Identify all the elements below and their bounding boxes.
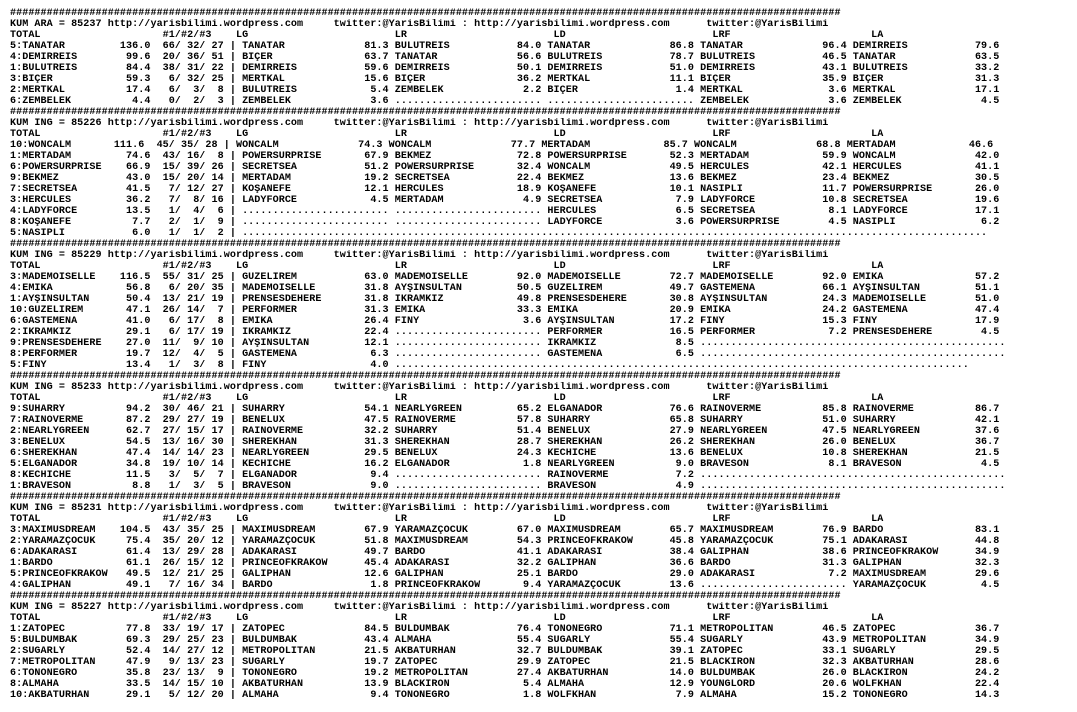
text-line: 5:NASİPLİ 6.0 1/ 1/ 2 | .......................................................................................................................... xyxy=(10,228,988,239)
text-line: 2:MERTKAL 17.4 6/ 3/ 8 | BULUTREİS 5.4 ZEMBELEK 2.2 BIÇER 1.4 MERTKAL 3.6 MERTKAL 17.1 xyxy=(10,85,1000,96)
text-line: 2:SUGARLY 52.4 14/ 27/ 12 | METROPOLITAN 21.5 AKBATURHAN 32.7 BULDUMBAK 39.1 ZATOPEC 33.1 SUGARLY 29.5 xyxy=(10,646,1000,657)
text-line: TOTAL #1/#2/#3 LG LR LD LRF LA xyxy=(10,393,884,404)
text-line: 3:BENELUX 54.5 13/ 16/ 30 | SHEREKHAN 31.3 SHEREKHAN 28.7 SHEREKHAN 26.2 SHEREKHAN 26.0 BENELUX 36.7 xyxy=(10,437,1000,448)
text-line: 7:METROPOLITAN 47.9 9/ 13/ 23 | SUGARLY 19.7 ZATOPEC 29.9 ZATOPEC 21.5 BLACKIRON 32.3 AKBATURHAN 28.6 xyxy=(10,657,1000,668)
text-line: 9:BEKMEZ 43.0 15/ 20/ 14 | MERTADAM 19.2 SECRETSEA 22.4 BEKMEZ 13.6 BEKMEZ 23.4 BEKMEZ 30.5 xyxy=(10,173,1000,184)
text-line: 10:GÜZELİREM 47.1 26/ 14/ 7 | PERFORMER 31.3 EMİKA 33.3 EMİKA 20.9 EMİKA 24.2 GASTEMENA 47.4 xyxy=(10,305,1000,316)
text-line: 2:NEARLYGREEN 62.7 27/ 15/ 17 | RAINOVERME 32.2 SUHARRY 51.4 BENELUX 27.9 NEARLYGREEN 47.5 NEARLYGREEN 37.6 xyxy=(10,426,1000,437)
text-line: 6:SHEREKHAN 47.4 14/ 14/ 23 | NEARLYGREEN 29.5 BENELUX 24.3 KECHICHE 13.6 BENELUX 10.8 SHEREKHAN 21.5 xyxy=(10,448,1000,459)
text-line: 2:YARAMAZÇOCUK 75.4 35/ 20/ 12 | YARAMAZÇOCUK 51.8 MAXIMUSDREAM 54.3 PRINCEOFKRAKOW 45.8 YARAMAZÇOCUK 75.1 ADAKARASI 44.8 xyxy=(10,536,1000,547)
text-line: 5:BULDUMBAK 69.3 29/ 25/ 23 | BULDUMBAK 43.4 ALMAHA 55.4 SUGARLY 55.4 SUGARLY 43.9 METROPOLITAN 34.9 xyxy=(10,635,1000,646)
text-line: 2:İKRAMKIZ 29.1 6/ 17/ 19 | İKRAMKIZ 22.4 ........................ PERFORMER 16.5 PERFORMER 7.2 PRENSESDEHERE 4.5 xyxy=(10,327,1000,338)
text-line: 1:ZATOPEC 77.8 33/ 19/ 17 | ZATOPEC 84.5 BULDUMBAK 76.4 TONONEGRO 71.1 METROPOLITAN 46.5 ZATOPEC 36.7 xyxy=(10,624,1000,635)
text-line: 4:EMİKA 56.8 6/ 20/ 35 | MADEMOISELLE 31.8 AYŞINSULTAN 50.5 GÜZELİREM 49.7 GASTEMENA 66.1 AYŞINSULTAN 51.1 xyxy=(10,283,1000,294)
text-line: KUM ING = 85227 http://yarisbilimi.wordpress.com twitter:@YarisBilimi : http://yarisbilimi.wordpress.com twitter:@YarisBilimi xyxy=(10,602,829,613)
text-line: 4:GALİPHAN 49.1 7/ 16/ 34 | BARDO 1.8 PRINCEOFKRAKOW 9.4 YARAMAZÇOCUK 13.6 ........................ YARAMAZÇOCUK 4.5 xyxy=(10,580,1000,591)
text-line: 9:PRENSESDEHERE 27.0 11/ 9/ 10 | AYŞINSULTAN 12.1 ........................ İKRAMKIZ 8.5 .................................................. xyxy=(10,338,1006,349)
text-line: 4:LADYFORCE 13.5 1/ 4/ 6 | ........................ ........................ HERCULES 6.5 SECRETSEA 8.1 LADYFORCE 17.1 xyxy=(10,206,1000,217)
text-line: 7:RAINOVERME 87.2 29/ 27/ 19 | BENELUX 47.5 RAINOVERME 57.8 SUHARRY 65.8 SUHARRY 51.0 SUHARRY 42.1 xyxy=(10,415,1000,426)
text-line: KUM ING = 85231 http://yarisbilimi.wordpress.com twitter:@YarisBilimi : http://yarisbilimi.wordpress.com twitter:@YarisBilimi xyxy=(10,503,829,514)
text-line: 6:ZEMBELEK 4.4 0/ 2/ 3 | ZEMBELEK 3.6 ........................ ........................ ZEMBELEK 3.6 ZEMBELEK 4.5 xyxy=(10,96,1000,107)
text-line: 1:BULUTREİS 84.4 38/ 31/ 22 | DEMİRREİS 59.6 DEMİRREİS 50.1 DEMİRREİS 51.0 DEMİRREİS 43.1 BULUTREİS 33.2 xyxy=(10,63,1000,74)
text-line: 5:TANATAR 136.0 66/ 32/ 27 | TANATAR 81.3 BULUTREİS 84.0 TANATAR 86.8 TANATAR 96.4 DEMİRREİS 79.6 xyxy=(10,41,1000,52)
text-line: 8:PERFORMER 19.7 12/ 4/ 5 | GASTEMENA 6.3 ........................ GASTEMENA 6.5 .................................................. xyxy=(10,349,1006,360)
text-line: 1:BRAVESON 8.8 1/ 3/ 5 | BRAVESON 9.0 ........................ BRAVESON 4.9 .................................................. xyxy=(10,481,1006,492)
text-line: ######################################################################################################################################## xyxy=(10,371,841,382)
text-line: 10:WONCALM 111.6 45/ 35/ 28 | WONCALM 74.3 WONCALM 77.7 MERTADAM 85.7 WONCALM 68.8 MERTADAM 46.6 xyxy=(10,140,994,151)
text-line: 8:KECHICHE 11.5 3/ 5/ 7 | ELGANADOR 9.4 ........................ RAINOVERME 7.2 .................................................. xyxy=(10,470,1006,481)
text-line: ######################################################################################################################################## xyxy=(10,8,841,19)
text-line: 6:TONONEGRO 35.8 23/ 13/ 9 | TONONEGRO 19.2 METROPOLITAN 27.4 AKBATURHAN 14.0 BULDUMBAK 26.0 BLACKIRON 24.2 xyxy=(10,668,1000,679)
text-line: 10:AKBATURHAN 29.1 5/ 12/ 20 | ALMAHA 9.4 TONONEGRO 1.8 WOLFKHAN 7.9 ALMAHA 15.2 TONONEGRO 14.3 xyxy=(10,690,1000,701)
text-line: TOTAL #1/#2/#3 LG LR LD LRF LA xyxy=(10,613,884,624)
text-line: KUM ING = 85229 http://yarisbilimi.wordpress.com twitter:@YarisBilimi : http://yarisbilimi.wordpress.com twitter:@YarisBilimi xyxy=(10,250,829,261)
text-line: 7:SECRETSEA 41.5 7/ 12/ 27 | KOŞANEFE 12.1 HERCULES 18.9 KOŞANEFE 10.1 NASİPLİ 11.7 POWERSURPRISE 26.0 xyxy=(10,184,1000,195)
text-line: 4:DEMİRREİS 99.6 20/ 36/ 51 | BIÇER 63.7 TANATAR 56.6 BULUTREİS 78.7 BULUTREİS 46.5 TANATAR 63.5 xyxy=(10,52,1000,63)
text-line: 6:GASTEMENA 41.0 6/ 17/ 8 | EMİKA 26.4 FINY 3.6 AYŞINSULTAN 17.2 FINY 15.3 FINY 17.9 xyxy=(10,316,1000,327)
text-line: KUM ING = 85226 http://yarisbilimi.wordpress.com twitter:@YarisBilimi : http://yarisbilimi.wordpress.com twitter:@YarisBilimi xyxy=(10,118,829,129)
text-line: 3:MAXIMUSDREAM 104.5 43/ 35/ 25 | MAXIMUSDREAM 67.9 YARAMAZÇOCUK 67.0 MAXIMUSDREAM 65.7 MAXIMUSDREAM 76.9 BARDO 83.1 xyxy=(10,525,1000,536)
text-line: TOTAL #1/#2/#3 LG LR LD LRF LA xyxy=(10,30,884,41)
text-line: TOTAL #1/#2/#3 LG LR LD LRF LA xyxy=(10,129,884,140)
text-line: 6:POWERSURPRISE 66.9 15/ 39/ 26 | SECRETSEA 51.2 POWERSURPRISE 32.4 WONCALM 49.5 HERCULES 42.1 HERCULES 41.1 xyxy=(10,162,1000,173)
text-line: 5:PRINCEOFKRAKOW 49.5 12/ 21/ 25 | GALİPHAN 12.6 GALİPHAN 25.1 BARDO 29.0 ADAKARASI 7.2 MAXIMUSDREAM 29.6 xyxy=(10,569,1000,580)
text-line: 5:FINY 13.4 1/ 3/ 8 | FINY 4.0 .............................................................................................. xyxy=(10,360,969,371)
text-line: 3:MADEMOISELLE 116.5 55/ 31/ 25 | GÜZELİREM 63.0 MADEMOISELLE 92.0 MADEMOISELLE 72.7 MADEMOISELLE 92.0 EMİKA 57.2 xyxy=(10,272,1000,283)
text-line: 1:MERTADAM 74.6 43/ 16/ 8 | POWERSURPRISE 67.9 BEKMEZ 72.8 POWERSURPRISE 52.3 MERTADAM 59.9 WONCALM 42.0 xyxy=(10,151,1000,162)
text-line: 3:HERCULES 36.2 7/ 8/ 16 | LADYFORCE 4.5 MERTADAM 4.9 SECRETSEA 7.9 LADYFORCE 10.8 SECRETSEA 19.6 xyxy=(10,195,1000,206)
text-line: ######################################################################################################################################## xyxy=(10,591,841,602)
text-line: 6:ADAKARASI 61.4 13/ 29/ 28 | ADAKARASI 49.7 BARDO 41.1 ADAKARASI 38.4 GALİPHAN 38.6 PRINCEOFKRAKOW 34.9 xyxy=(10,547,1000,558)
text-line: 9:SUHARRY 94.2 30/ 46/ 21 | SUHARRY 54.1 NEARLYGREEN 65.2 ELGANADOR 76.6 RAINOVERME 85.8 RAINOVERME 86.7 xyxy=(10,404,1000,415)
text-line: ######################################################################################################################################## xyxy=(10,492,841,503)
text-line: KUM ARA = 85237 http://yarisbilimi.wordpress.com twitter:@YarisBilimi : http://yarisbilimi.wordpress.com twitter:@YarisBilimi xyxy=(10,19,829,30)
text-line: KUM ING = 85233 http://yarisbilimi.wordpress.com twitter:@YarisBilimi : http://yarisbilimi.wordpress.com twitter:@YarisBilimi xyxy=(10,382,829,393)
text-line: TOTAL #1/#2/#3 LG LR LD LRF LA xyxy=(10,514,884,525)
text-line: 3:BIÇER 59.3 6/ 32/ 25 | MERTKAL 15.6 BIÇER 36.2 MERTKAL 11.1 BIÇER 35.9 BIÇER 31.3 xyxy=(10,74,1000,85)
text-line: 8:KOŞANEFE 7.7 2/ 1/ 9 | ........................ ........................ LADYFORCE 3.6 POWERSURPRISE 4.5 NASİPLİ 6.2 xyxy=(10,217,1000,228)
text-line: 8:ALMAHA 33.5 14/ 15/ 10 | AKBATURHAN 13.9 BLACKIRON 5.4 ALMAHA 12.9 YOUNGLORD 20.6 WOLFKHAN 22.4 xyxy=(10,679,1000,690)
text-line: 1:BARDO 61.1 26/ 15/ 12 | PRINCEOFKRAKOW 45.4 ADAKARASI 32.2 GALİPHAN 36.6 BARDO 31.3 GALİPHAN 32.3 xyxy=(10,558,1000,569)
text-line: 1:AYŞINSULTAN 50.4 13/ 21/ 19 | PRENSESDEHERE 31.8 İKRAMKIZ 49.8 PRENSESDEHERE 30.8 AYŞINSULTAN 24.3 MADEMOISELLE 51.0 xyxy=(10,294,1000,305)
text-line: 5:ELGANADOR 34.8 19/ 10/ 14 | KECHICHE 16.2 ELGANADOR 1.8 NEARLYGREEN 9.0 BRAVESON 8.1 BRAVESON 4.5 xyxy=(10,459,1000,470)
text-line: ######################################################################################################################################## xyxy=(10,239,841,250)
text-line: ######################################################################################################################################## xyxy=(10,107,841,118)
text-line: TOTAL #1/#2/#3 LG LR LD LRF LA xyxy=(10,261,884,272)
